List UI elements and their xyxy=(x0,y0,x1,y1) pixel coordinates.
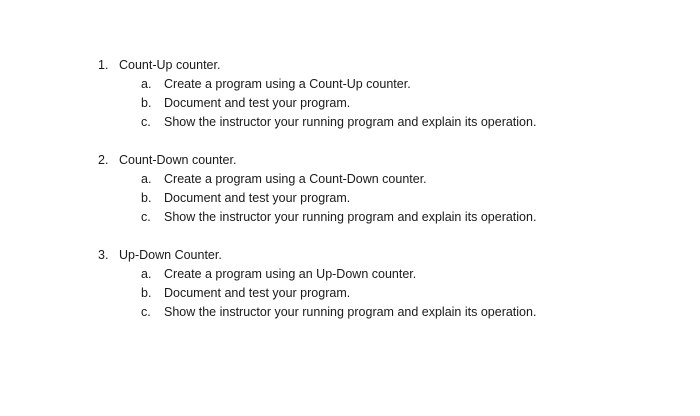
list-item xyxy=(0,284,700,303)
section-number: 2. xyxy=(98,153,109,167)
item-text: Document and test your program. xyxy=(164,96,351,110)
item-letter: c. xyxy=(141,210,151,224)
item-text: Document and test your program. xyxy=(164,286,351,300)
section-heading xyxy=(0,56,700,75)
item-letter: b. xyxy=(141,286,152,300)
section-title: Count-Up counter. xyxy=(119,58,221,72)
list-item xyxy=(0,303,700,322)
list-section-1 xyxy=(0,56,700,132)
list-section-3 xyxy=(0,246,700,322)
item-text: Show the instructor your running program and explain its operation. xyxy=(164,210,537,224)
item-text: Document and test your program. xyxy=(164,191,351,205)
list-item xyxy=(0,170,700,189)
list-item xyxy=(0,94,700,113)
list-item xyxy=(0,265,700,284)
section-heading xyxy=(0,151,700,170)
item-text: Create a program using a Count-Up counter. xyxy=(164,77,411,91)
list-item xyxy=(0,113,700,132)
list-item xyxy=(0,75,700,94)
list-item xyxy=(0,189,700,208)
list-section-2 xyxy=(0,151,700,227)
item-letter: b. xyxy=(141,96,152,110)
item-text: Create a program using an Up-Down counter. xyxy=(164,267,417,281)
item-letter: a. xyxy=(141,172,152,186)
section-number: 3. xyxy=(98,248,109,262)
section-heading xyxy=(0,246,700,265)
section-number: 1. xyxy=(98,58,109,72)
list-item xyxy=(0,208,700,227)
item-text: Show the instructor your running program and explain its operation. xyxy=(164,305,537,319)
item-letter: c. xyxy=(141,305,151,319)
section-title: Count-Down counter. xyxy=(119,153,237,167)
item-letter: c. xyxy=(141,115,151,129)
item-letter: b. xyxy=(141,191,152,205)
item-text: Show the instructor your running program and explain its operation. xyxy=(164,115,537,129)
item-text: Create a program using a Count-Down counter. xyxy=(164,172,427,186)
section-title: Up-Down Counter. xyxy=(119,248,222,262)
item-letter: a. xyxy=(141,267,152,281)
item-letter: a. xyxy=(141,77,152,91)
